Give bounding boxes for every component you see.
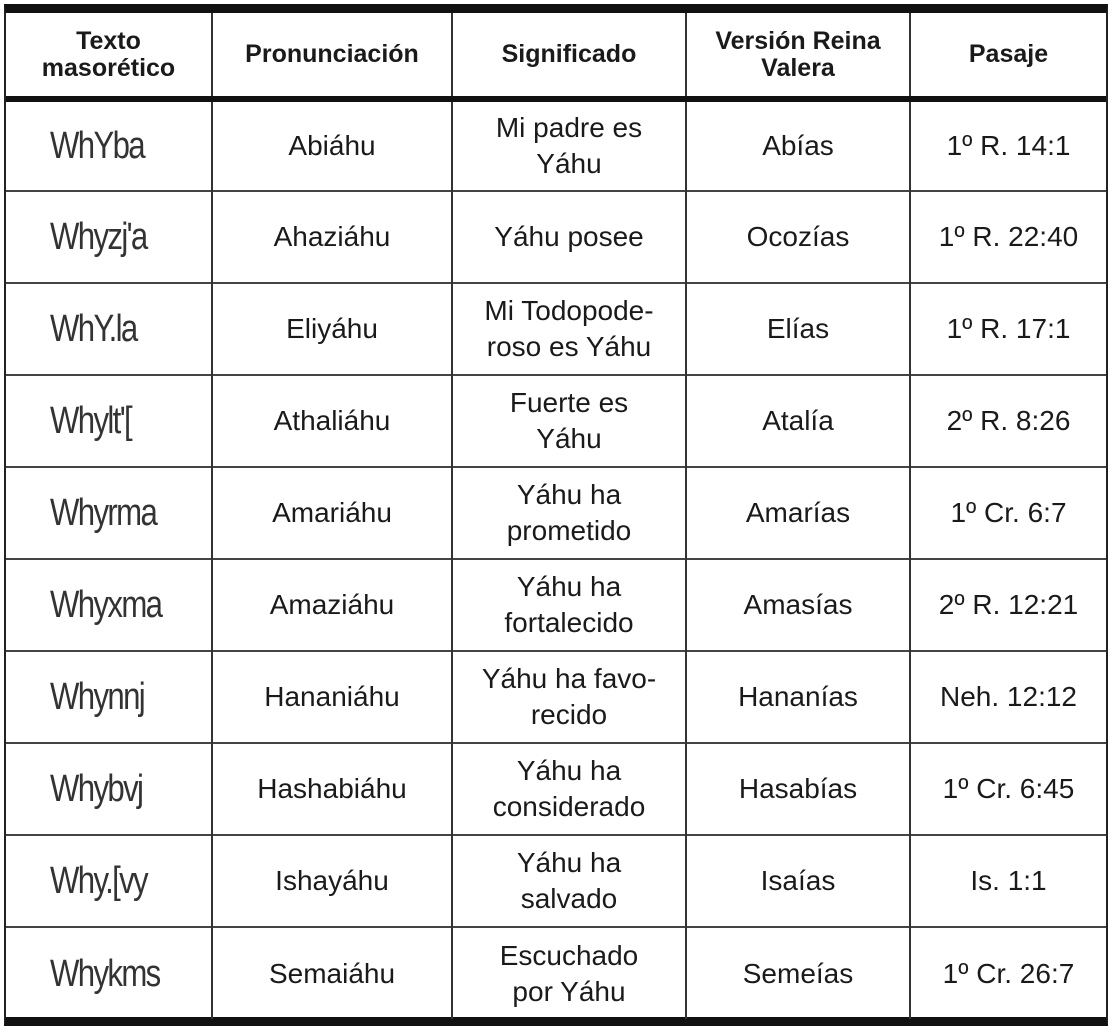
cell-meaning: Yáhu ha salvado [452,835,686,927]
cell-masoretic [6,743,212,835]
cell-pronunciation: Ahaziáhu [212,191,452,283]
cell-reina-valera: Amasías [686,559,910,651]
masoretic-text: WhY.la [50,308,137,350]
cell-pronunciation: Amaziáhu [212,559,452,651]
cell-meaning: Yáhu ha favo- recido [452,651,686,743]
cell-pronunciation: Hashabiáhu [212,743,452,835]
cell-reina-valera: Elías [686,283,910,375]
cell-passage: 2º R. 12:21 [910,559,1106,651]
masoretic-text: WhYba [50,125,144,167]
cell-passage: 1º R. 17:1 [910,283,1106,375]
masoretic-text: Why.[vy [50,860,148,902]
masoretic-text: Whyxma [50,584,162,626]
table-header [6,13,1106,99]
header-masoretic: Texto masorético [6,13,212,99]
cell-reina-valera: Ocozías [686,191,910,283]
cell-reina-valera: Isaías [686,835,910,927]
masoretic-text: Whyzj'a [50,216,147,258]
table-row [6,467,1106,559]
cell-pronunciation: Athaliáhu [212,375,452,467]
names-table-frame [4,4,1108,1026]
cell-passage: Neh. 12:12 [910,651,1106,743]
cell-meaning: Escuchado por Yáhu [452,927,686,1019]
cell-masoretic [6,835,212,927]
cell-masoretic [6,191,212,283]
cell-meaning: Yáhu ha prometido [452,467,686,559]
cell-masoretic [6,283,212,375]
cell-masoretic [6,651,212,743]
table-row [6,743,1106,835]
cell-reina-valera: Abías [686,99,910,191]
cell-meaning: Fuerte es Yáhu [452,375,686,467]
cell-reina-valera: Hasabías [686,743,910,835]
cell-pronunciation: Eliyáhu [212,283,452,375]
cell-passage: 1º Cr. 26:7 [910,927,1106,1019]
header-passage: Pasaje [910,13,1106,99]
cell-meaning: Yáhu ha considerado [452,743,686,835]
cell-meaning: Yáhu ha fortalecido [452,559,686,651]
table-row [6,191,1106,283]
cell-reina-valera: Semeías [686,927,910,1019]
cell-pronunciation: Abiáhu [212,99,452,191]
cell-passage: 1º R. 14:1 [910,99,1106,191]
table-row [6,835,1106,927]
header-pronunciation: Pronunciación [212,13,452,99]
table-body [6,99,1106,1019]
cell-passage: 1º Cr. 6:7 [910,467,1106,559]
header-reina-valera: Versión Reina Valera [686,13,910,99]
masoretic-text: Whylt'[ [50,400,132,442]
cell-reina-valera: Atalía [686,375,910,467]
table-row [6,927,1106,1019]
theophoric-names-table [6,13,1106,1019]
table-row [6,283,1106,375]
cell-reina-valera: Hananías [686,651,910,743]
masoretic-text: Whybvj [50,768,143,810]
header-row [6,13,1106,99]
cell-masoretic [6,927,212,1019]
cell-reina-valera: Amarías [686,467,910,559]
cell-masoretic [6,559,212,651]
cell-pronunciation: Hananiáhu [212,651,452,743]
table-row [6,375,1106,467]
cell-pronunciation: Amariáhu [212,467,452,559]
cell-meaning: Mi padre es Yáhu [452,99,686,191]
cell-masoretic [6,99,212,191]
cell-passage: 2º R. 8:26 [910,375,1106,467]
cell-meaning: Mi Todopode- roso es Yáhu [452,283,686,375]
masoretic-text: Whynnj [50,676,145,718]
cell-pronunciation: Ishayáhu [212,835,452,927]
cell-pronunciation: Semaiáhu [212,927,452,1019]
table-row [6,99,1106,191]
cell-meaning: Yáhu posee [452,191,686,283]
masoretic-text: Whykms [50,952,160,995]
header-meaning: Significado [452,13,686,99]
table-row [6,559,1106,651]
cell-passage: 1º Cr. 6:45 [910,743,1106,835]
cell-passage: Is. 1:1 [910,835,1106,927]
cell-masoretic [6,375,212,467]
table-row [6,651,1106,743]
masoretic-text: Whyrma [50,492,157,534]
cell-passage: 1º R. 22:40 [910,191,1106,283]
cell-masoretic [6,467,212,559]
